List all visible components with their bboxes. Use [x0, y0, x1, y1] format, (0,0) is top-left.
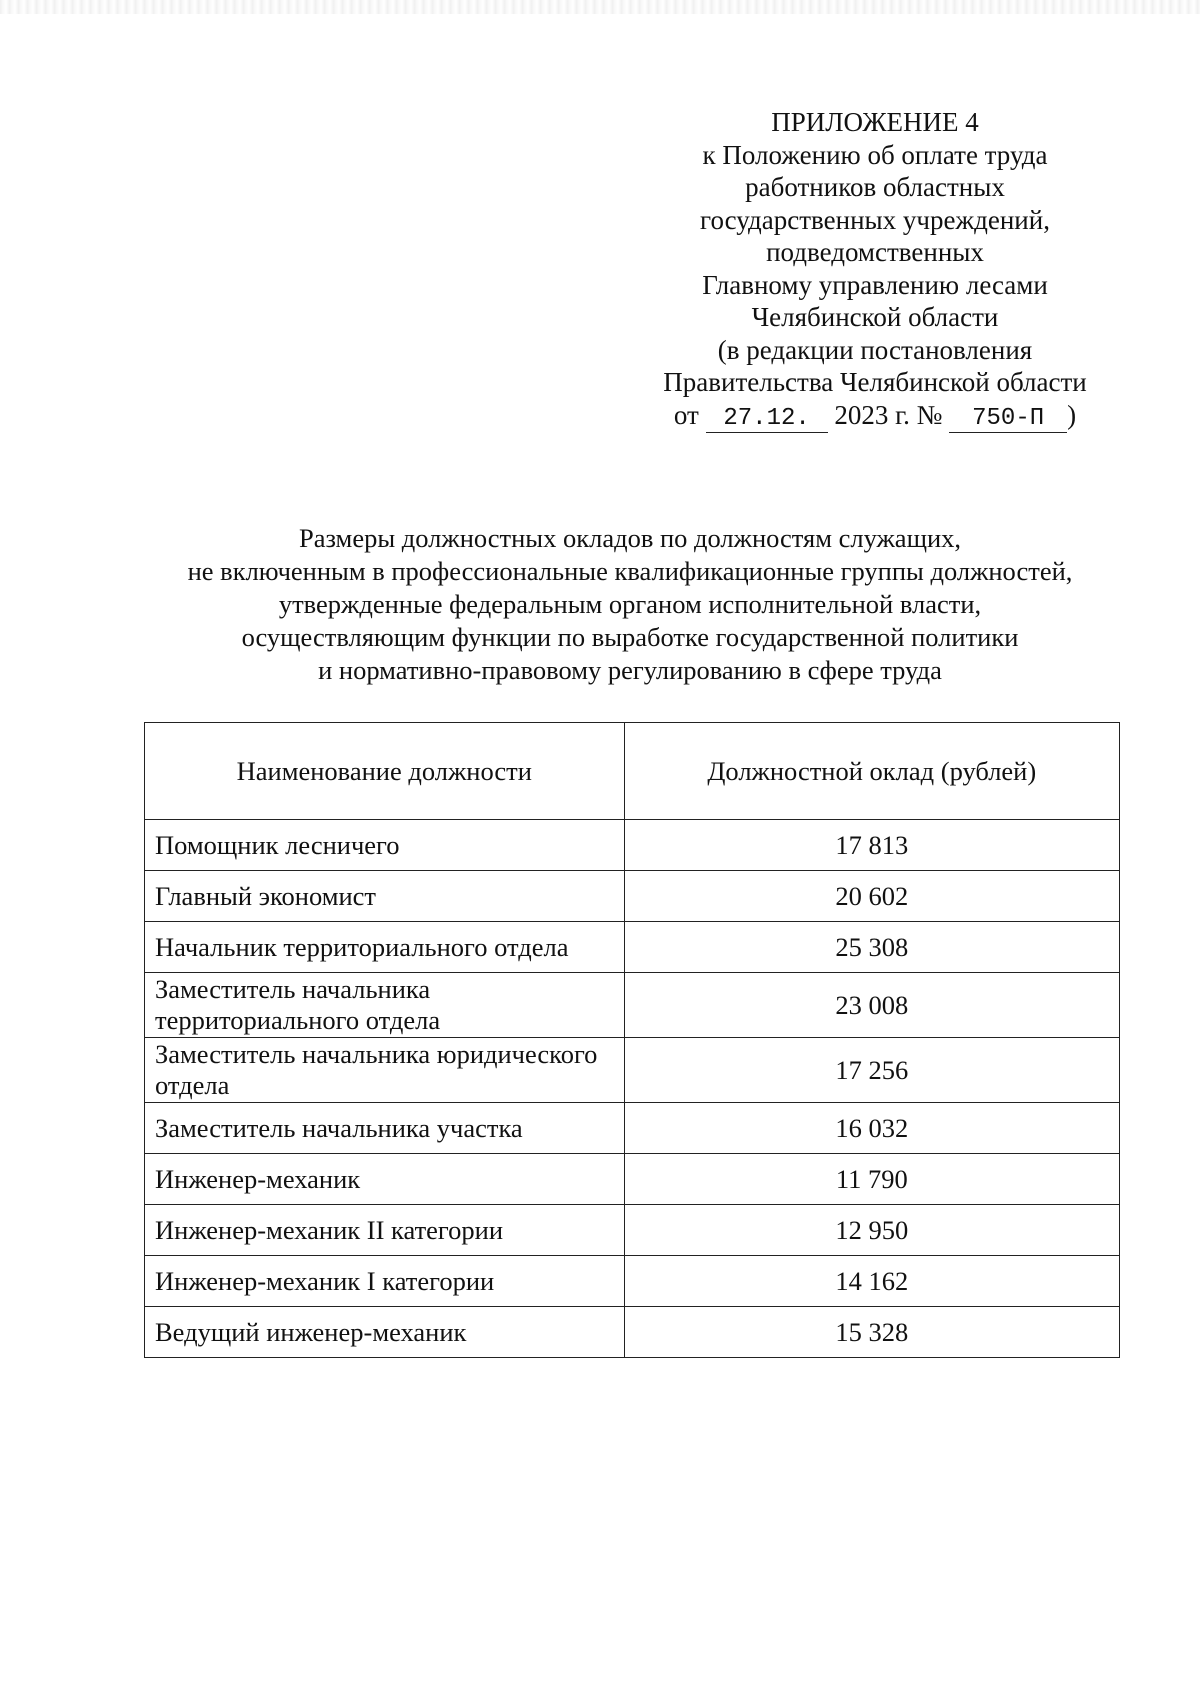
- salary-cell: 14 162: [624, 1256, 1119, 1307]
- appendix-title: ПРИЛОЖЕНИЕ 4: [771, 107, 979, 137]
- salary-cell: 25 308: [624, 922, 1119, 973]
- table-row: [145, 1307, 1120, 1358]
- salary-cell: 17 813: [624, 820, 1119, 871]
- table-row: [145, 922, 1120, 973]
- salary-table: [144, 722, 1120, 1358]
- heading-line: Размеры должностных окладов по должностям служащих,: [298, 523, 962, 553]
- position-cell: Главный экономист: [145, 871, 625, 922]
- table-row: [145, 1205, 1120, 1256]
- appendix-line: Челябинской области: [751, 302, 999, 332]
- appendix-line: Правительства Челябинской области: [663, 367, 1087, 397]
- scan-edge-noise: [0, 0, 1200, 14]
- position-cell: Инженер-механик: [145, 1154, 625, 1205]
- salary-cell: 17 256: [624, 1038, 1119, 1103]
- year-number-label: 2023 г. №: [834, 399, 943, 430]
- position-cell: Помощник лесничего: [145, 820, 625, 871]
- appendix-line: к Положению об оплате труда: [702, 139, 1048, 170]
- header-salary: Должностной оклад (рублей): [624, 723, 1119, 820]
- salary-cell: 20 602: [624, 871, 1119, 922]
- heading-line: осуществляющим функции по выработке государственной политики: [241, 622, 1019, 652]
- resolution-date: 27.12.: [706, 406, 828, 433]
- table-row: [145, 820, 1120, 871]
- heading-line: и нормативно-правовому регулированию в сфере труда: [318, 655, 942, 685]
- table-row: [145, 973, 1120, 1038]
- appendix-line: работников областных: [745, 172, 1005, 202]
- table-row: [145, 871, 1120, 922]
- heading-line: не включенным в профессиональные квалификационные группы должностей,: [187, 556, 1073, 586]
- table-heading: [100, 522, 1160, 687]
- appendix-line: подведомственных: [766, 237, 984, 267]
- heading-line: утвержденные федеральным органом исполнительной власти,: [278, 589, 982, 619]
- appendix-block: [640, 106, 1110, 433]
- salary-cell: 11 790: [624, 1154, 1119, 1205]
- table-row: [145, 1256, 1120, 1307]
- closing-paren: ): [1067, 399, 1077, 430]
- resolution-date-line: [640, 399, 1110, 433]
- header-position: Наименование должности: [145, 723, 625, 820]
- appendix-line: Главному управлению лесами: [702, 269, 1048, 300]
- date-prefix: от: [673, 399, 699, 430]
- salary-cell: 23 008: [624, 973, 1119, 1038]
- appendix-line: государственных учреждений,: [700, 204, 1050, 235]
- table-row: [145, 1038, 1120, 1103]
- position-cell: Заместитель начальника юридического отдела: [145, 1038, 625, 1103]
- position-cell: Начальник территориального отдела: [145, 922, 625, 973]
- table-row: [145, 1154, 1120, 1205]
- position-cell: Заместитель начальника территориального отдела: [145, 973, 625, 1038]
- resolution-number: 750-П: [949, 406, 1067, 433]
- appendix-line: (в редакции постановления: [717, 334, 1033, 365]
- position-cell: Заместитель начальника участка: [145, 1103, 625, 1154]
- table-row: [145, 1103, 1120, 1154]
- position-cell: Ведущий инженер-механик: [145, 1307, 625, 1358]
- salary-cell: 16 032: [624, 1103, 1119, 1154]
- position-cell: Инженер-механик I категории: [145, 1256, 625, 1307]
- salary-cell: 12 950: [624, 1205, 1119, 1256]
- position-cell: Инженер-механик II категории: [145, 1205, 625, 1256]
- salary-cell: 15 328: [624, 1307, 1119, 1358]
- table-header-row: [145, 723, 1120, 820]
